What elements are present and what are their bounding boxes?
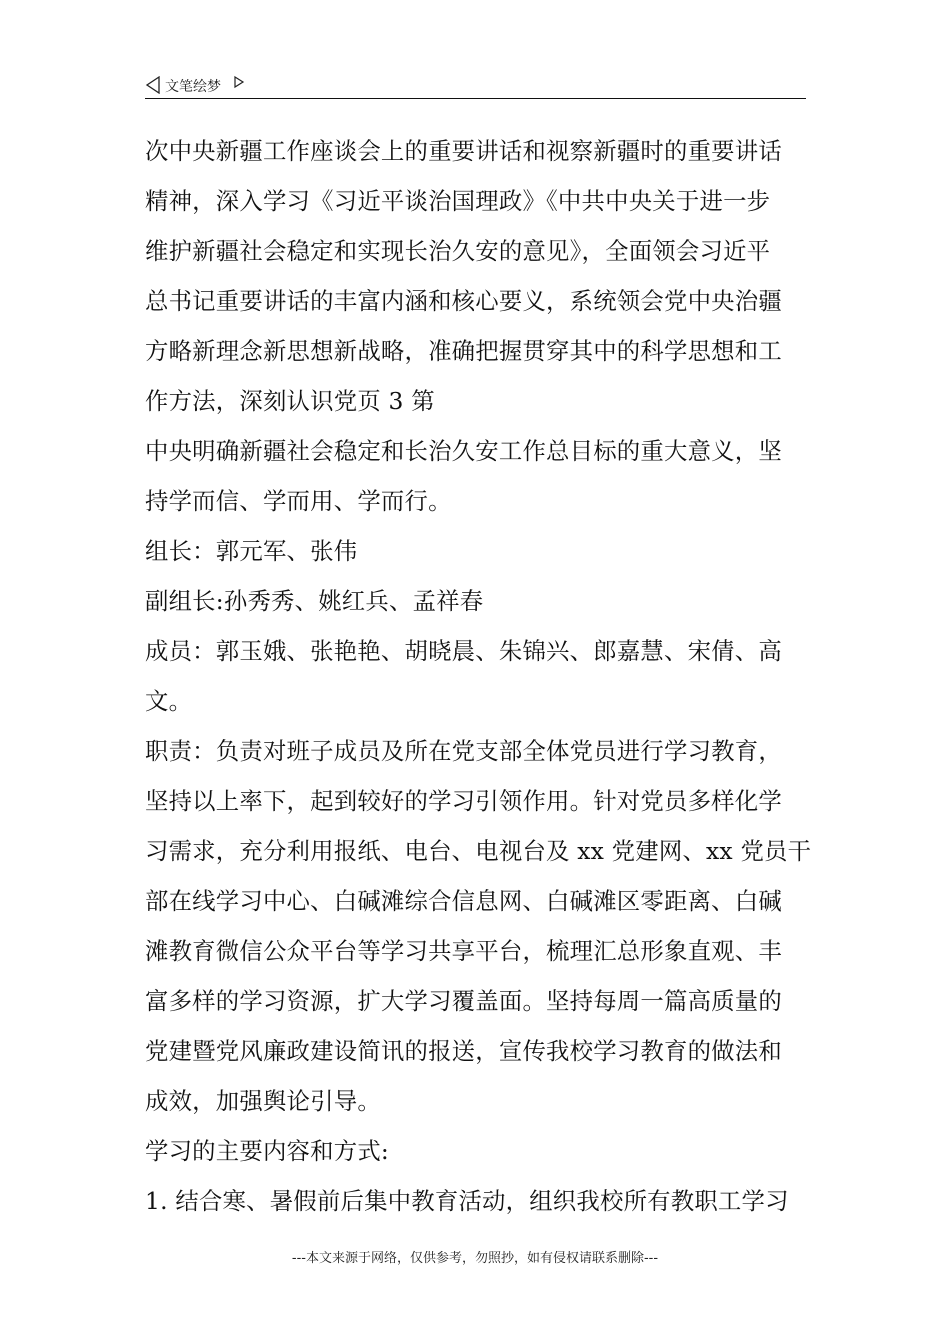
text-line: 成效，加强舆论引导。: [145, 1087, 381, 1115]
text-line: 总书记重要讲话的丰富内涵和核心要义，系统领会党中央治疆: [145, 287, 782, 315]
triangle-left-icon: [145, 76, 161, 94]
text-line: 副组长:孙秀秀、姚红兵、孟祥春: [145, 587, 484, 615]
text-line: 维护新疆社会稳定和实现长治久安的意见》，全面领会习近平: [145, 237, 771, 265]
text-line: 富多样的学习资源，扩大学习覆盖面。坚持每周一篇高质量的: [145, 987, 782, 1015]
text-line: 职责：负责对班子成员及所在党支部全体党员进行学习教育，: [145, 737, 782, 765]
text-line: 习需求，充分利用报纸、电台、电视台及 xx 党建网、xx 党员干: [145, 837, 812, 865]
header-divider: [145, 98, 806, 99]
text-line: 组长：郭元军、张伟: [145, 537, 358, 565]
triangle-right-icon: [233, 75, 245, 89]
text-line: 作方法，深刻认识党页 3 第: [145, 387, 435, 415]
text-line: 精神，深入学习《习近平谈治国理政》《中共中央关于进一步: [145, 187, 771, 215]
text-line: 坚持以上率下，起到较好的学习引领作用。针对党员多样化学: [145, 787, 782, 815]
page-header: [145, 74, 805, 98]
text-line: 持学而信、学而用、学而行。: [145, 487, 452, 515]
text-line: 部在线学习中心、白碱滩综合信息网、白碱滩区零距离、白碱: [145, 887, 782, 915]
text-line: 方略新理念新思想新战略，准确把握贯穿其中的科学思想和工: [145, 337, 782, 365]
text-line: 文。: [145, 687, 193, 715]
text-line: 中央明确新疆社会稳定和长治久安工作总目标的重大意义，坚: [145, 437, 782, 465]
page-footer: ---本文来源于网络，仅供参考，勿照抄，如有侵权请联系删除---: [291, 1251, 659, 1266]
text-line: 滩教育微信公众平台等学习共享平台，梳理汇总形象直观、丰: [145, 937, 782, 965]
document-body: [145, 126, 810, 1226]
header-title: 文笔绘梦: [165, 79, 221, 95]
text-line: 学习的主要内容和方式:: [145, 1137, 389, 1165]
text-line: 次中央新疆工作座谈会上的重要讲话和视察新疆时的重要讲话: [145, 137, 782, 165]
text-line: 1. 结合寒、暑假前后集中教育活动，组织我校所有教职工学习: [145, 1187, 789, 1215]
text-line: 成员：郭玉娥、张艳艳、胡晓晨、朱锦兴、郎嘉慧、宋倩、高: [145, 637, 782, 665]
text-line: 党建暨党风廉政建设简讯的报送，宣传我校学习教育的做法和: [145, 1037, 782, 1065]
